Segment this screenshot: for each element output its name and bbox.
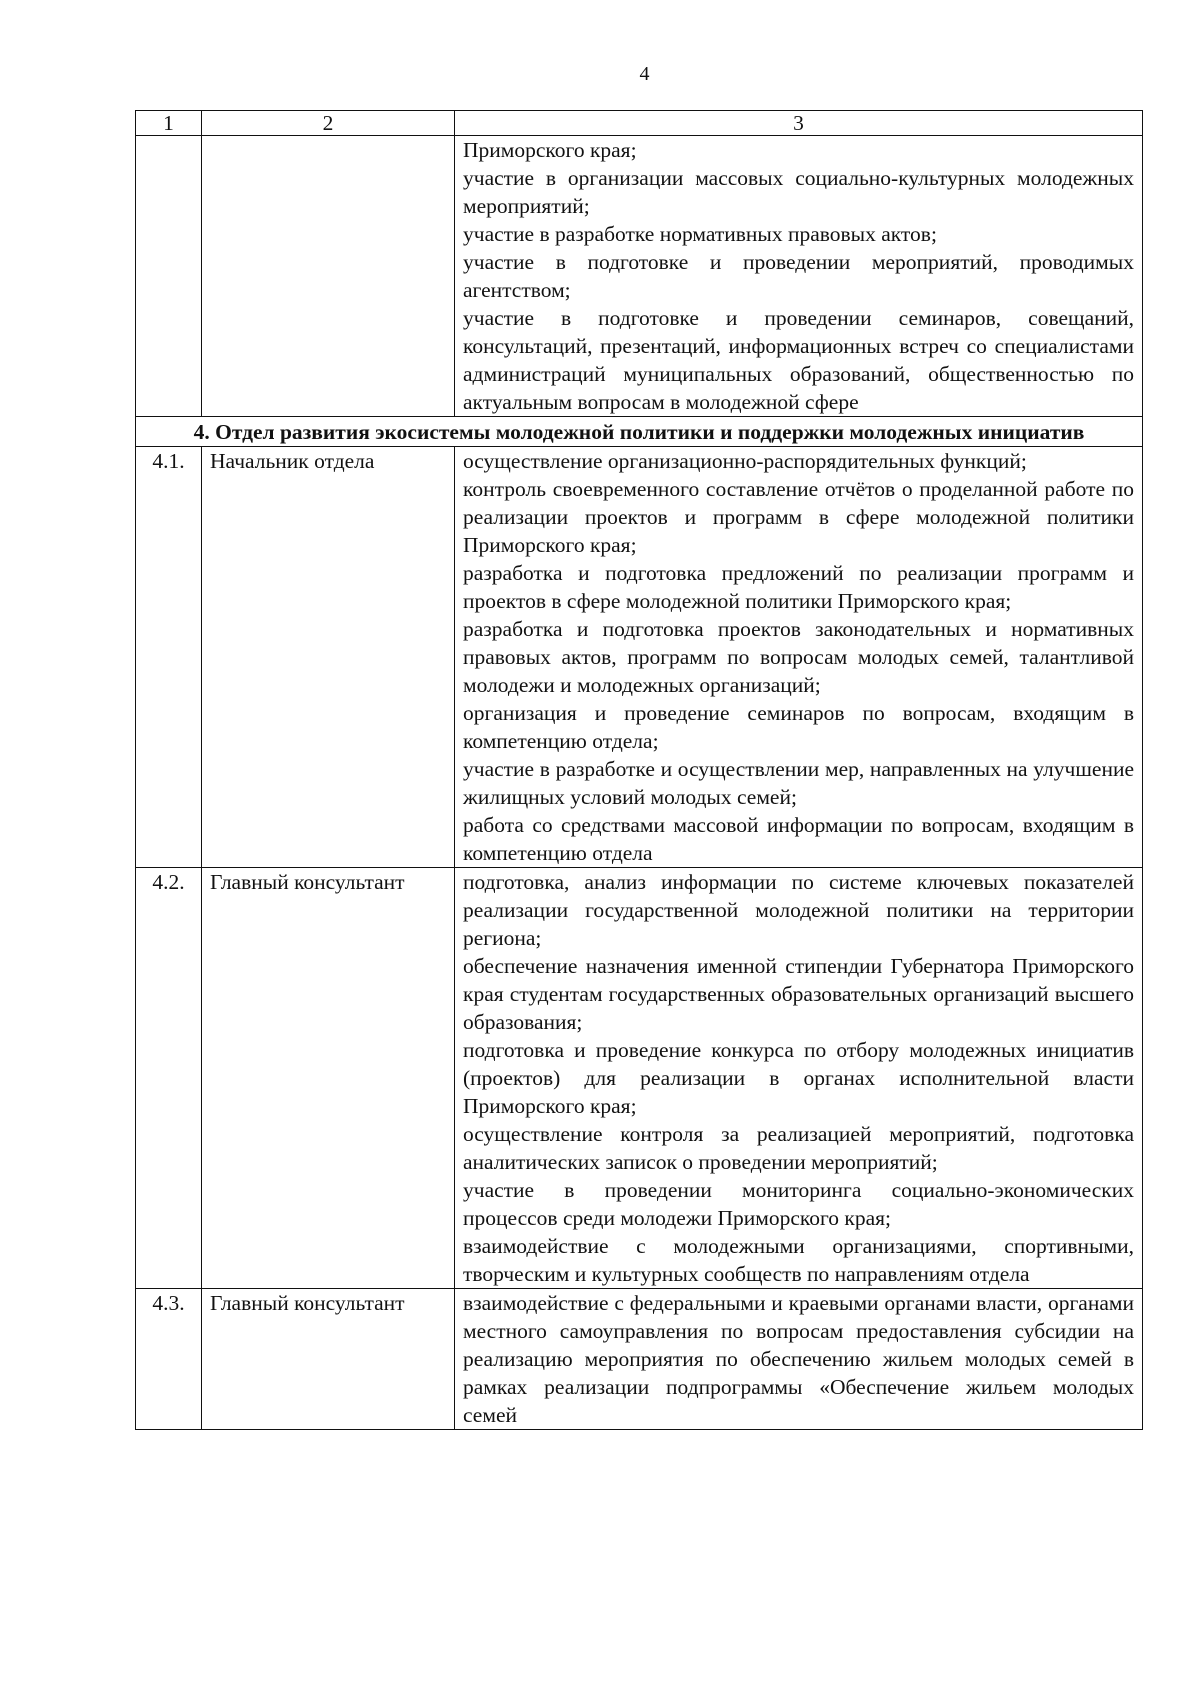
duty-item: разработка и подготовка проектов законодательных и нормативных правовых актов, программ по вопросам молодых семей, талантливой молодежи и молодежных организаций; xyxy=(463,617,1134,697)
table-row xyxy=(136,1289,1143,1430)
duties-cell xyxy=(455,868,1143,1289)
duty-item: организация и проведение семинаров по вопросам, входящим в компетенцию отдела; xyxy=(463,701,1134,753)
position-title-cell xyxy=(202,136,455,417)
duty-item: взаимодействие с молодежными организациями, спортивными, творческим и культурных сообществ по направлениям отдела xyxy=(463,1234,1134,1286)
duty-item: осуществление контроля за реализацией мероприятий, подготовка аналитических записок о проведении мероприятий; xyxy=(463,1122,1134,1174)
table-header-row xyxy=(136,111,1143,136)
page-number: 4 xyxy=(639,63,650,85)
duty-item: участие в разработке нормативных правовых актов; xyxy=(463,222,937,246)
column-number-3: 3 xyxy=(455,111,1143,136)
table-row xyxy=(136,868,1143,1289)
column-number-1: 1 xyxy=(136,111,202,136)
table-row-continuation xyxy=(136,136,1143,417)
duty-item: обеспечение назначения именной стипендии Губернатора Приморского края студентам государственных образовательных организаций высшего образования; xyxy=(463,954,1134,1034)
duty-item: контроль своевременного составление отчётов о проделанной работе по реализации проектов и программ в сфере молодежной политики Приморского края; xyxy=(463,477,1134,557)
table-row xyxy=(136,447,1143,868)
duty-item: разработка и подготовка предложений по реализации программ и проектов в сфере молодежной политики Приморского края; xyxy=(463,561,1134,613)
duties-cell xyxy=(455,447,1143,868)
duty-item: подготовка и проведение конкурса по отбору молодежных инициатив (проектов) для реализации в органах исполнительной власти Приморского края; xyxy=(463,1038,1134,1118)
row-number: 4.3. xyxy=(136,1289,202,1430)
section-title: 4. Отдел развития экосистемы молодежной политики и поддержки молодежных инициатив xyxy=(136,417,1143,447)
duty-item: участие в подготовке и проведении мероприятий, проводимых агентством; xyxy=(463,250,1134,302)
position-title: Главный консультант xyxy=(202,868,455,1289)
section-heading-row xyxy=(136,417,1143,447)
position-title: Начальник отдела xyxy=(202,447,455,868)
duty-item: работа со средствами массовой информации по вопросам, входящим в компетенцию отдела xyxy=(463,813,1134,865)
duty-item: участие в проведении мониторинга социально-экономических процессов среди молодежи Приморского края; xyxy=(463,1178,1134,1230)
duty-item: взаимодействие с федеральными и краевыми органами власти, органами местного самоуправления по вопросам предоставления субсидии на реализацию мероприятия по обеспечению жильем молодых семей в рамках реализации подпрограммы «Обеспечение жильем молодых семей xyxy=(463,1291,1134,1427)
duty-item: подготовка, анализ информации по системе ключевых показателей реализации государственной молодежной политики на территории региона; xyxy=(463,870,1134,950)
duty-item: участие в организации массовых социально-культурных молодежных мероприятий; xyxy=(463,166,1134,218)
row-number-cell xyxy=(136,136,202,417)
duty-item: участие в разработке и осуществлении мер, направленных на улучшение жилищных условий молодых семей; xyxy=(463,757,1134,809)
duties-cell xyxy=(455,1289,1143,1430)
row-number: 4.1. xyxy=(136,447,202,868)
duties-cell xyxy=(455,136,1143,417)
duty-item: осуществление организационно-распорядительных функций; xyxy=(463,449,1027,473)
position-title: Главный консультант xyxy=(202,1289,455,1430)
duty-item: участие в подготовке и проведении семинаров, совещаний, консультаций, презентаций, информационных встреч со специалистами администраций муниципальных образований, общественностью по актуальным вопросам в молодежной сфере xyxy=(463,306,1134,414)
duty-item: Приморского края; xyxy=(463,138,637,162)
staff-duties-table xyxy=(135,110,1143,1430)
row-number: 4.2. xyxy=(136,868,202,1289)
column-number-2: 2 xyxy=(202,111,455,136)
